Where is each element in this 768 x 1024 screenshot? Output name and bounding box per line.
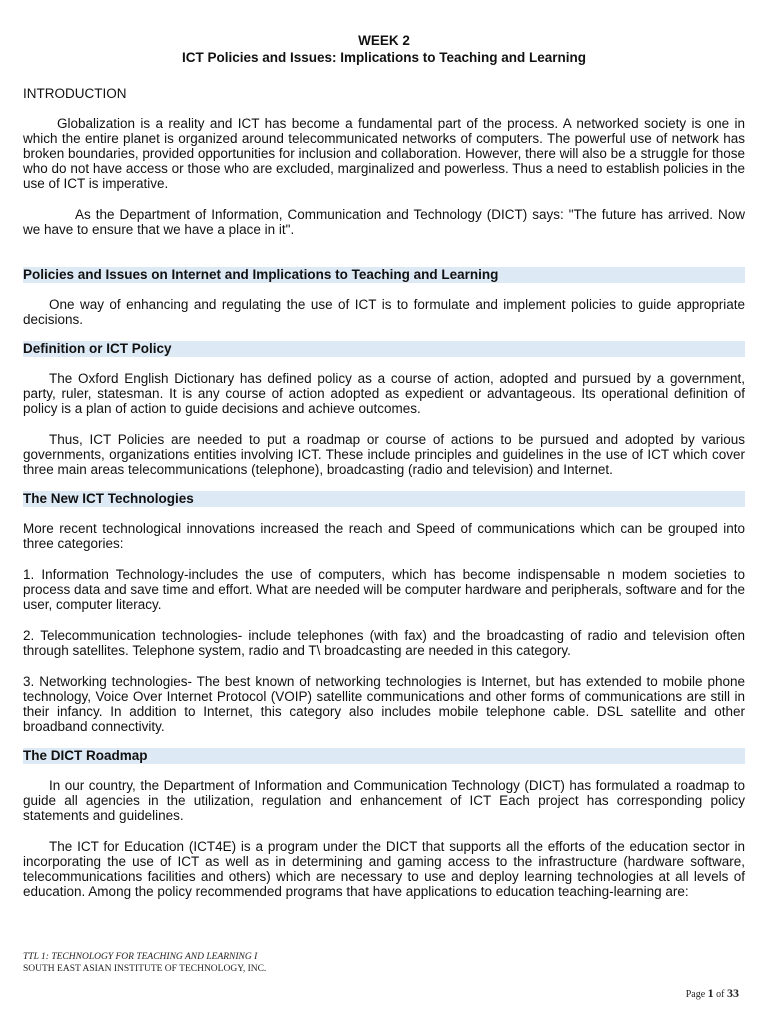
introduction-heading: INTRODUCTION xyxy=(23,86,127,101)
new-tech-section-heading: The New ICT Technologies xyxy=(23,491,745,507)
title-block xyxy=(23,32,745,66)
definition-section-heading: Definition or ICT Policy xyxy=(23,341,745,357)
definition-paragraph-1: The Oxford English Dictionary has defined policy as a course of action, adopted and pursued by a government, party, ruler, statesman. It is any course of action adopted as expedient or advantageous. Its operational definition of policy is a plan of action to guide decisions and achieve outcomes. xyxy=(23,371,745,416)
intro-paragraph-2: As the Department of Information, Communication and Technology (DICT) says: "The future has arrived. Now we have to ensure that we have a place in it". xyxy=(23,207,745,237)
definition-paragraph-2: Thus, ICT Policies are needed to put a roadmap or course of actions to be pursued and adopted by various governments, organizations entities involving ICT. These include principles and guidelines in the use of ICT which cover three main areas telecommunications (telephone), broadcasting (radio and television) and Internet. xyxy=(23,432,745,477)
page-label: Page xyxy=(685,989,706,1000)
roadmap-paragraph-2: The ICT for Education (ICT4E) is a program under the DICT that supports all the efforts of the education sector in incorporating the use of ICT as well as in determining and gaming access to the infrastructure (hardware software, telecommunications facilities and others) which are necessary to use and deploy learning technologies at all levels of education. Among the policy recommended programs that have applications to education teaching-learning are: xyxy=(23,839,745,899)
new-tech-item-2: 2. Telecommunication technologies- include telephones (with fax) and the broadcasting of radio and television often through satellites. Telephone system, radio and T\ broadcasting are needed in this category. xyxy=(23,628,745,658)
new-tech-item-1: 1. Information Technology-includes the use of computers, which has become indispensable n modem societies to process data and save time and effort. What are needed will be computer hardware and peripherals, software and for the user, computer literacy. xyxy=(23,567,745,612)
policies-section-heading: Policies and Issues on Internet and Implications to Teaching and Learning xyxy=(23,267,745,283)
intro-paragraph-1: Globalization is a reality and ICT has become a fundamental part of the process. A networked society is one in which the entire planet is organized around telecommunicated networks of computers. The powerful use of network has broken boundaries, provided opportunities for inclusion and collaboration. However, there will also be a struggle for those who do not have access or those who are excluded, marginalized and powerless. Thus a need to establish policies in the use of ICT is imperative. xyxy=(23,116,745,191)
week-label: WEEK 2 xyxy=(358,33,410,48)
new-tech-item-3: 3. Networking technologies- The best known of networking technologies is Internet, but has extended to mobile phone technology, Voice Over Internet Protocol (VOIP) satellite communications and other forms of communications are still in their infancy. In addition to Internet, this category also includes mobile telephone cable. DSL satellite and other broadband connectivity. xyxy=(23,674,745,734)
roadmap-paragraph-1: In our country, the Department of Information and Communication Technology (DICT) has formulated a roadmap to guide all agencies in the utilization, regulation and enhancement of ICT Each project has corresponding policy statements and guidelines. xyxy=(23,778,745,823)
new-tech-paragraph-1: More recent technological innovations increased the reach and Speed of communications which can be grouped into three categories: xyxy=(23,521,745,551)
policies-paragraph-1: One way of enhancing and regulating the use of ICT is to formulate and implement policies to guide appropriate decisions. xyxy=(23,297,745,327)
of-label: of xyxy=(716,989,725,1000)
page-footer xyxy=(23,951,266,975)
footer-institution: SOUTH EAST ASIAN INSTITUTE OF TECHNOLOGY, INC. xyxy=(23,964,267,974)
current-page: 1 xyxy=(707,986,714,1000)
footer-course-name: TTL 1: TECHNOLOGY FOR TEACHING AND LEARNING I xyxy=(23,952,258,962)
page-number xyxy=(686,986,739,1001)
document-page xyxy=(23,32,745,899)
total-pages: 33 xyxy=(727,986,739,1000)
roadmap-section-heading: The DICT Roadmap xyxy=(23,748,745,764)
document-title: ICT Policies and Issues: Implications to Teaching and Learning xyxy=(181,50,587,65)
